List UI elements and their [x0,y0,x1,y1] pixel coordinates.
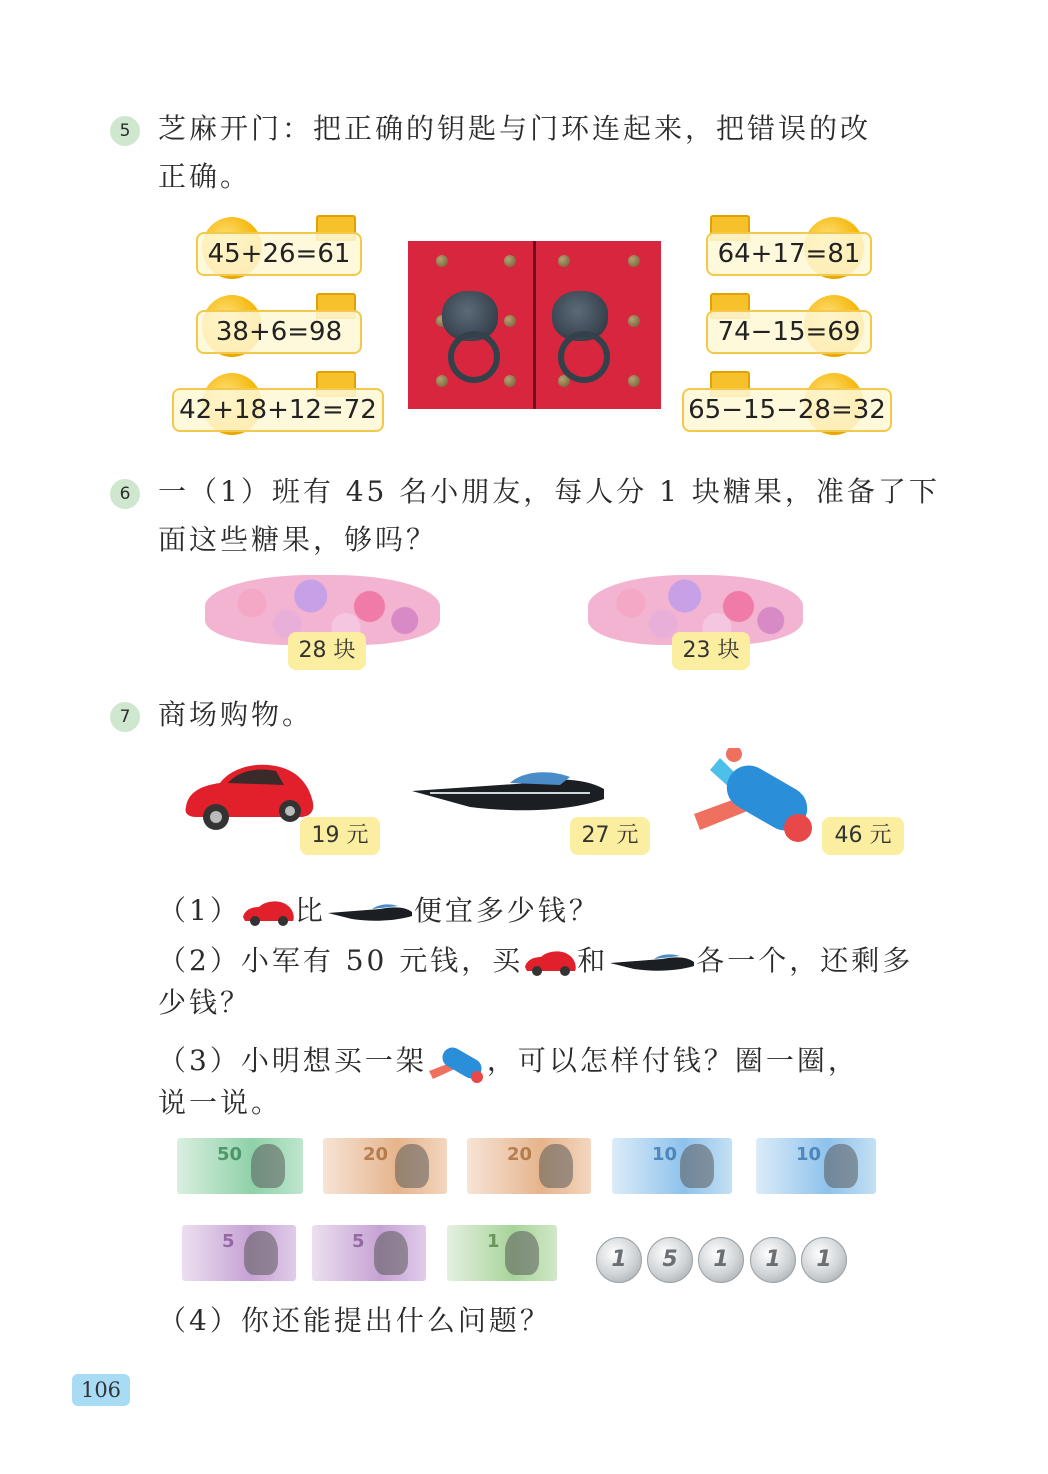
candy-count-1: 28 块 [288,632,366,670]
key-right-3[interactable] [680,373,892,435]
banknote-5[interactable]: 5 [312,1225,426,1281]
subquestion-2-rest: 各一个，还剩多 [696,944,914,977]
subquestion-2-and: 和 [577,944,609,977]
question-5-text-line1: 芝麻开门：把正确的钥匙与门环连起来，把错误的改 [158,112,872,145]
question-6-number: 6 [110,479,140,509]
candy-count-2: 23 块 [672,632,750,670]
banknote-5[interactable]: 5 [182,1225,296,1281]
car-price: 19 元 [300,817,380,855]
question-7-title: 商场购物。 [158,698,314,731]
plane-price: 46 元 [822,817,904,855]
question-5-text-line2: 正确。 [158,160,252,193]
boat-price: 27 元 [570,817,650,855]
coin-1[interactable]: 1 [801,1237,847,1283]
question-5-number: 5 [110,116,140,146]
plane-mini-icon [427,1041,487,1085]
key-left-3[interactable] [172,373,384,435]
question-6-text-line2: 面这些糖果，够吗？ [158,523,438,556]
banknote-50[interactable]: 50 [177,1138,303,1194]
red-door-with-knockers [408,241,661,409]
subquestion-3-rest: ，可以怎样付钱？圈一圈， [486,1044,859,1077]
coin-1[interactable]: 1 [698,1237,744,1283]
subquestion-1-compare: 比 [294,894,326,927]
question-6-text-line1: 一（1）班有 45 名小朋友，每人分 1 块糖果，准备了下 [158,475,940,508]
coin-1[interactable]: 1 [750,1237,796,1283]
banknote-1[interactable]: 1 [447,1225,557,1281]
key-equation: 38+6=98 [196,310,362,354]
subquestion-2-label: （2）小军有 50 元钱，买 [158,944,524,977]
car-mini-icon [523,949,577,977]
subquestion-1-rest: 便宜多少钱？ [413,894,600,927]
coin-5[interactable]: 5 [647,1237,693,1283]
subquestion-1 [158,890,600,932]
key-left-1[interactable] [196,217,362,279]
subquestion-4: （4）你还能提出什么问题？ [158,1304,551,1337]
key-equation: 74−15=69 [706,310,872,354]
coin-1[interactable]: 1 [596,1237,642,1283]
banknote-10[interactable]: 10 [756,1138,876,1194]
boat-mini-icon [326,901,414,925]
banknote-10[interactable]: 10 [612,1138,732,1194]
key-equation: 65−15−28=32 [682,388,892,432]
banknote-20[interactable]: 20 [323,1138,447,1194]
subquestion-3-label: （3）小明想买一架 [158,1044,427,1077]
key-right-1[interactable] [704,217,870,279]
car-mini-icon [241,899,295,927]
question-7-number: 7 [110,702,140,732]
subquestion-2 [158,940,913,982]
key-equation: 64+17=81 [706,232,872,276]
toy-plane-icon [690,748,820,848]
key-equation: 45+26=61 [196,232,362,276]
key-left-2[interactable] [196,295,362,357]
subquestion-3 [158,1040,859,1085]
key-right-2[interactable] [704,295,870,357]
speedboat-icon [410,765,610,820]
toy-car-icon [180,755,318,835]
key-equation: 42+18+12=72 [172,388,384,432]
page-number: 106 [72,1374,130,1406]
subquestion-1-label: （1） [158,894,241,927]
subquestion-3-line2: 说一说。 [158,1086,283,1119]
boat-mini-icon [608,951,696,975]
banknote-20[interactable]: 20 [467,1138,591,1194]
subquestion-2-line2: 少钱？ [158,986,252,1019]
